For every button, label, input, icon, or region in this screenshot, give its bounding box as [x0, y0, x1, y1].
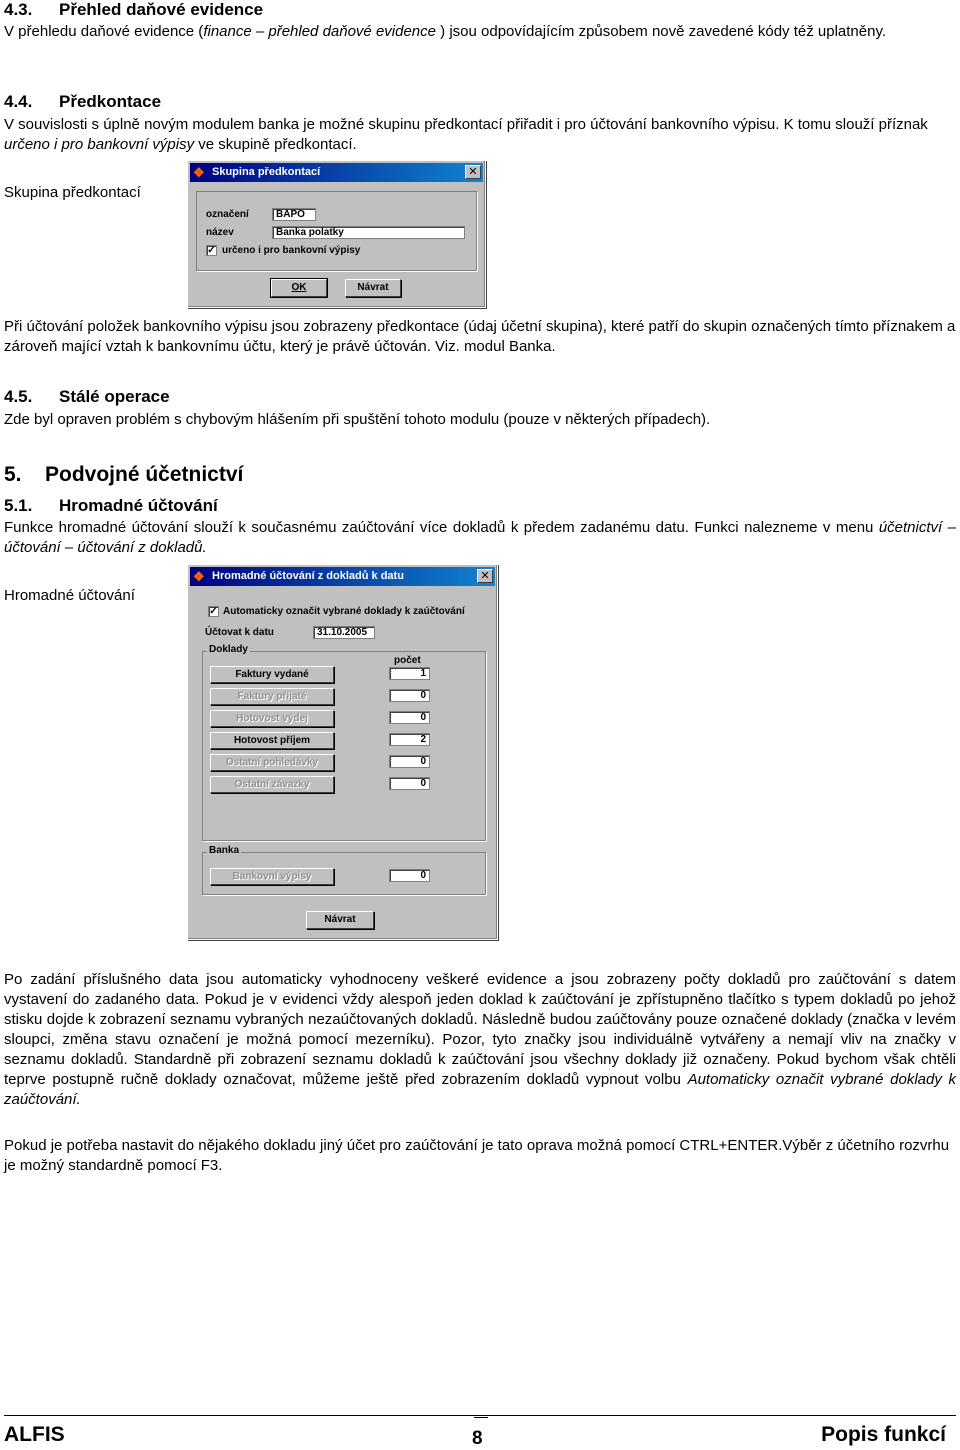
- navrat-button[interactable]: Návrat: [306, 911, 374, 929]
- chapter-5-heading: [4, 463, 956, 487]
- title-bar: [190, 567, 495, 586]
- section-5-1-paragraph-3: Pokud je potřeba nastavit do nějakého dokladu jiný účet pro zaúčtování je tato oprava možná pomocí CTRL+ENTER.Výběr z účetního rozvrhu je možný standardně pomocí F3.: [4, 1137, 950, 1174]
- hotovost-prijem-button[interactable]: Hotovost příjem: [210, 732, 334, 749]
- section-4-5-heading: [4, 387, 956, 407]
- section-5-1-paragraph: [4, 518, 956, 558]
- section-5-1-heading: [4, 496, 956, 516]
- chapter-title: Podvojné účetnictví: [45, 463, 244, 486]
- doklady-group-label: Doklady: [209, 644, 248, 655]
- chapter-number: 5.: [4, 463, 22, 486]
- section-4-3-heading: [4, 0, 956, 20]
- faktury-vydane-button[interactable]: Faktury vydané: [210, 666, 334, 683]
- oznaceni-label: označení: [206, 209, 249, 220]
- nazev-label: název: [206, 227, 234, 238]
- figure-caption: Skupina předkontací: [4, 184, 141, 201]
- text: V přehledu daňové evidence (: [4, 23, 204, 40]
- section-number: 5.1.: [4, 496, 33, 515]
- title-bar: [190, 163, 483, 182]
- count-field: 0: [389, 689, 430, 702]
- section-title: Hromadné účtování: [59, 496, 218, 515]
- page-number: 8: [472, 1428, 483, 1449]
- text: Po zadání příslušného data jsou automaticky vyhodnoceny veškeré evidence a jsou zobrazeny počty dokladů pro zaúčtování s datem vystavení do zadaného data. Pokud je v evidenci vždy alespoň jeden doklad k zaúčtování je zpřístupněno tlačítko s typem dokladů po jehož stisku dojde k zobrazení seznamu vybraných nezaúčtovaných dokladů. Následně budou zaúčtovány pouze označené doklady (značka v levém sloupci, změna stavu označení je možná pomocí mezerníku). Pozor, tyto značky jsou individuálně vytvářeny a nemají vliv na značky v seznamu dokladů. Standardně při zobrazení seznamu dokladů k zaúčtování jsou všechny doklady již označeny. Pokud bychom však chtěli teprve postupně ručně doklady označovat, můžeme ještě před zobrazením dokladů vypnout volbu: [4, 971, 956, 1088]
- menu-path: finance – přehled daňové evidence: [203, 23, 436, 40]
- app-fox-icon: ❖: [193, 165, 205, 180]
- auto-mark-checkbox[interactable]: ✓: [209, 606, 218, 617]
- flag-name: určeno i pro bankovní výpisy: [4, 136, 195, 153]
- section-4-4-heading: [4, 92, 956, 112]
- ok-button[interactable]: OK: [271, 279, 327, 297]
- count-field: 1: [389, 667, 430, 680]
- section-title: Přehled daňové evidence: [59, 0, 264, 19]
- hromadne-uctovani-dialog: [187, 564, 498, 940]
- section-4-3-paragraph: [4, 22, 956, 42]
- section-4-5-paragraph: Zde byl opraven problém s chybovým hlášením při spuštění tohoto modulu (pouze v některých případech).: [4, 411, 711, 428]
- footer-doc-title: Popis funkcí: [821, 1423, 946, 1446]
- footer-divider: [4, 1415, 956, 1416]
- app-fox-icon: ❖: [193, 569, 205, 584]
- section-number: 4.5.: [4, 387, 33, 406]
- close-button[interactable]: ✕: [477, 569, 493, 583]
- section-4-4-paragraph-2: Při účtování položek bankovního výpisu jsou zobrazeny předkontace (údaj účetní skupina), které patří do skupin označených tímto příznakem a zároveň mající vztah k bankovnímu účtu, který je právě účtován. Viz. modul Banka.: [4, 318, 956, 355]
- ostatni-pohledavky-button[interactable]: Ostatní pohledávky: [210, 754, 334, 771]
- section-5-1-paragraph-2: [4, 970, 956, 1110]
- section-title: Předkontace: [59, 92, 162, 111]
- close-button[interactable]: ✕: [465, 165, 481, 179]
- auto-mark-checkbox-label: Automaticky označit vybrané doklady k zaúčtování: [223, 606, 465, 617]
- skupina-predkontaci-dialog: [187, 160, 486, 308]
- option-name: Automaticky označit vybrané doklady k zaúčtování.: [4, 1071, 956, 1108]
- section-number: 4.4.: [4, 92, 33, 111]
- count-field: 2: [389, 733, 430, 746]
- vypisy-checkbox[interactable]: ✓: [207, 245, 216, 256]
- vypisy-checkbox-label: určeno i pro bankovní výpisy: [222, 245, 361, 256]
- text: V souvislosti s úplně novým modulem banka je možné skupinu předkontací přiřadit i pro účtování bankovního výpisu. K tomu slouží příznak: [4, 116, 928, 133]
- text: ) jsou odpovídajícím způsobem nově zavedené kódy též uplatněny.: [436, 23, 886, 40]
- bankovni-vypisy-button[interactable]: Bankovní výpisy: [210, 868, 334, 885]
- nazev-field[interactable]: Banka polatky: [272, 226, 465, 239]
- oznaceni-field[interactable]: BAPO: [272, 208, 316, 221]
- menu-path: účetnictví – účtování – účtování z dokladů.: [4, 519, 956, 556]
- page-number-rule: [474, 1417, 488, 1418]
- dialog-title: Skupina předkontací: [212, 166, 321, 178]
- navrat-button[interactable]: Návrat: [345, 279, 401, 297]
- count-field: 0: [389, 711, 430, 724]
- date-field[interactable]: 31.10.2005: [313, 626, 375, 639]
- count-field: 0: [389, 755, 430, 768]
- section-number: 4.3.: [4, 0, 33, 19]
- footer-product: ALFIS: [4, 1423, 65, 1446]
- text: ve skupině předkontací.: [194, 136, 357, 153]
- dialog-title: Hromadné účtování z dokladů k datu: [212, 570, 404, 582]
- section-title: Stálé operace: [59, 387, 170, 406]
- banka-group-label: Banka: [209, 845, 240, 856]
- figure-caption: Hromadné účtování: [4, 587, 135, 604]
- hotovost-vydej-button[interactable]: Hotovost výdej: [210, 710, 334, 727]
- count-field: 0: [389, 869, 430, 882]
- pocet-label: počet: [394, 655, 421, 666]
- ostatni-zavazky-button[interactable]: Ostatní závazky: [210, 776, 334, 793]
- section-4-4-paragraph: [4, 115, 956, 155]
- date-label: Účtovat k datu: [205, 627, 274, 638]
- count-field: 0: [389, 777, 430, 790]
- faktury-prijate-button[interactable]: Faktury přijaté: [210, 688, 334, 705]
- text: Funkce hromadné účtování slouží k současnému zaúčtování více dokladů k předem zadanému datu. Funkci nalezneme v menu: [4, 519, 879, 536]
